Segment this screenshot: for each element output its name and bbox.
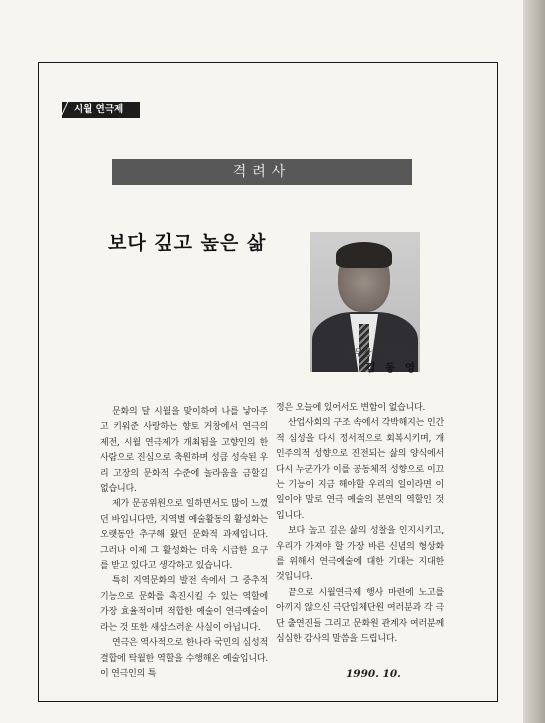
date-line: 1990. 10. <box>346 668 401 680</box>
section-tag <box>62 102 140 118</box>
body-paragraph: 산업사회의 구조 속에서 각박해지는 인간적 심성을 다시 정서적으로 회복시키며, 개인주의적 성향으로 진전되는 삶의 양식에서 다시 누군가가 이를 공동체적 성향으로 이끄는 기능이 지금 해야할 우리의 일이라면 이 일이야 말로 연극 예술의 본연의 역할인 것입니다. <box>276 418 444 521</box>
article-headline: 보다 깊고 높은 삶 <box>108 232 267 254</box>
byline-name: 김 동 영 <box>365 362 418 374</box>
body-paragraph: 제가 문공위원으로 일하면서도 많이 느꼈던 바입니다만, 지역별 예술활동의 활성화는 오랫동안 추구해 왔던 문화적 과제입니다. 그러나 이제 그 활성화는 더욱 시급한 요구를 받고 있다고 생각하고 있습니다. <box>100 499 268 572</box>
title-band: 격려사 <box>112 159 412 185</box>
portrait-hair <box>336 242 392 268</box>
page-spine-shadow <box>523 0 545 723</box>
body-paragraph: 특히 지역문화의 발전 속에서 그 중추적 기능으로 문화를 촉진시킬 수 있는 역할에 가장 효율적이며 적합한 예술이 연극예술이라는 것 또한 새삼스러운 사실이 아닙니다. <box>100 576 268 633</box>
body-paragraph: 문화의 달 시월을 맞이하여 나를 낳아주고 키워준 사랑하는 향토 거창에서 연극의 제전, 시월 연극제가 개최됨을 고향인의 한 사람으로 진심으로 축원하며 성큼 성숙된 우리 고장의 문화적 수준에 놀라움을 금할길 없습니다. <box>100 407 268 495</box>
body-paragraph: 연극은 역사적으로 한나라 국민의 심성적 결합에 탁월한 역할을 수행해온 예술입니다. 이 연극인의 특 <box>100 638 268 679</box>
body-paragraph-continued: 정은 오늘에 있어서도 변함이 없습니다. <box>276 403 426 413</box>
body-paragraph: 보다 높고 깊은 삶의 성찰을 인지시키고, 우리가 가져야 할 가장 바른 신념의 형상화를 위해서 연극예술에 대한 기대는 지대한 것입니다. <box>276 526 444 583</box>
body-column-left <box>100 405 268 682</box>
body-paragraph: 끝으로 시월연극제 행사 마련에 노고를 아끼지 않으신 극단입체단원 여러분과 각 극단 출연진들 그리고 문화원 관계자 여러분께 심심한 감사의 말씀을 드립니다. <box>276 587 444 645</box>
byline-role: 정무장관 국회의원 <box>345 349 418 359</box>
body-column-right <box>276 401 444 648</box>
section-tag-label: 시월 연극제 <box>74 104 124 115</box>
